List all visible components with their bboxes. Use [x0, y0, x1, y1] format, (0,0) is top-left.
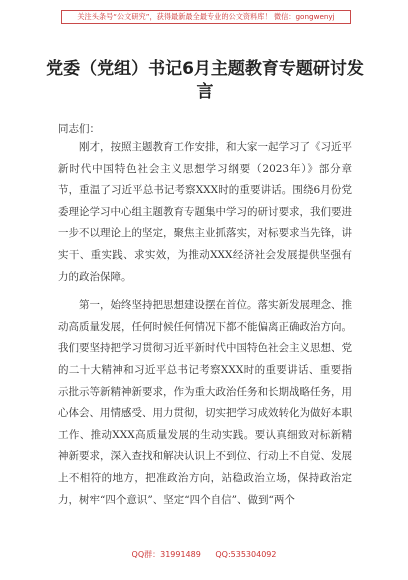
- footer: [0, 548, 408, 562]
- document-body: [58, 137, 352, 518]
- document-title: 党委（党组）书记6月主题教育专题研讨发言: [46, 59, 364, 102]
- paragraph-intro: 刚才，按照主题教育工作安排，和大家一起学习了《习近平新时代中国特色社会主义思想学习纲要（2023年）》部分章节，重温了习近平总书记考察XXX时的重要讲话。围绕6月份党委理论学习中心组主题教育专题集中学习的研讨要求，我们要进一步不以理论上的坚定，聚焦主业抓落实，对标要求当先锋，讲实干、重实践、求实效，为推动XXX经济社会发展提供坚强有力的政治保障。: [58, 141, 352, 283]
- paragraph-first-point: 第一，始终坚持把思想建设摆在首位。落实新发展理念、推动高质量发展，任何时候任何情况下都不能偏离正确政治方向。我们要坚持把学习贯彻习近平新时代中国特色社会主义思想、党的二十大精神和习近平总书记考察XXX时的重要讲话、重要指示批示等新精神新要求，作为重大政治任务和长期战略任务，用心体会、用情感受、用力贯彻，切实把学习成效转化为做好本职工作、推动XXX高质量发展的生动实践。要认真细致对标新精神新要求，深入查找和解决认识上不到位、行动上不自觉、发展上不相符的地方，把准政治方向，站稳政治立场，保持政治定力，树牢“四个意识”、坚定“四个自信”、做到“两个: [58, 299, 352, 506]
- greeting: 同志们：: [58, 123, 100, 135]
- footer-qq-group: QQ群：31991489: [131, 550, 201, 559]
- footer-qq: QQ:535304092: [215, 550, 277, 559]
- top-banner: 关注头条号“公文研究”，获得最新最全最专业的公文资料库！ 微信：gongwenyj: [61, 10, 351, 24]
